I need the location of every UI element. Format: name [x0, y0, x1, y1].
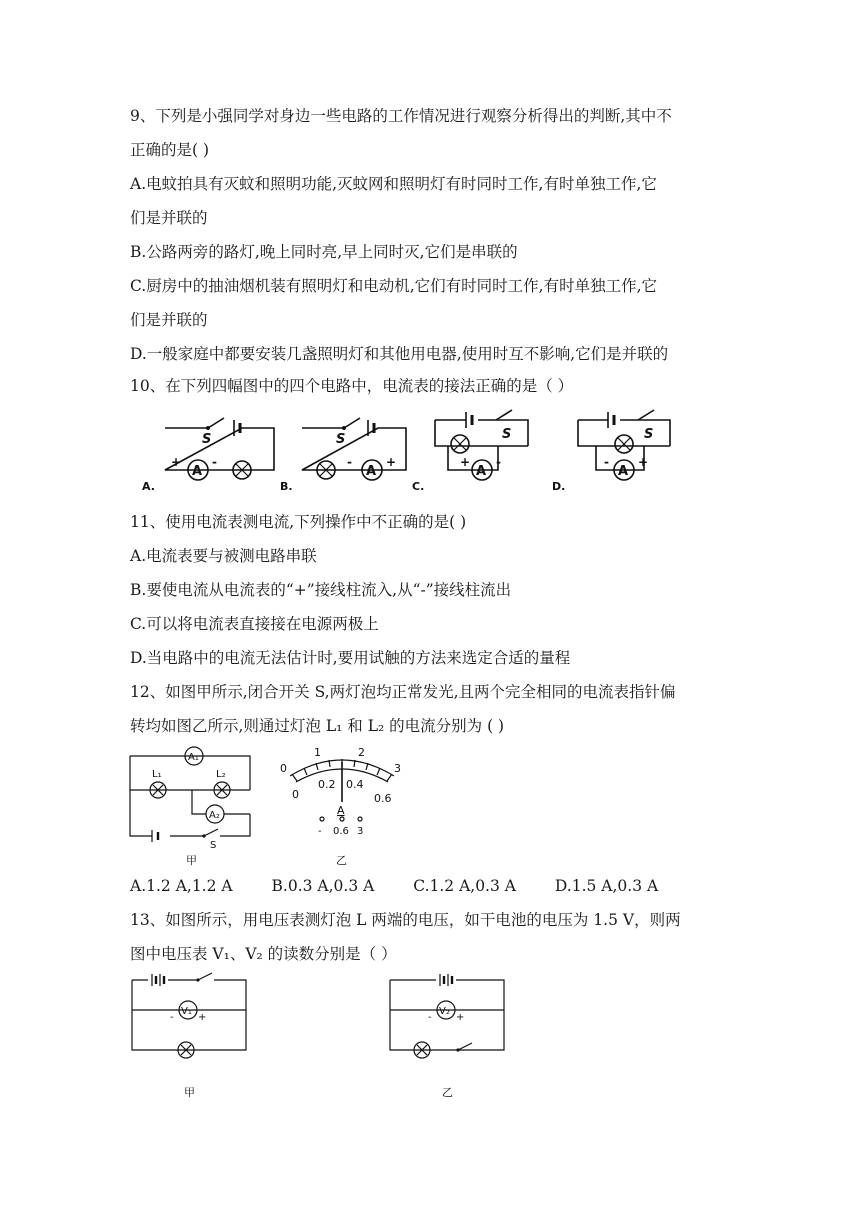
q10-a-ammeter-label: A — [192, 464, 203, 479]
svg-text:-: - — [347, 455, 352, 469]
q9-option-b: B.公路两旁的路灯,晚上同时亮,早上同时灭,它们是串联的 — [130, 243, 518, 261]
svg-text:+: + — [456, 1012, 465, 1023]
q13-stem-line2: 图中电压表 V₁、V₂ 的读数分别是（ ） — [130, 945, 397, 963]
q11-stem: 11、使用电流表测电流,下列操作中不正确的是( ) — [130, 513, 467, 531]
q9-stem-line2: 正确的是( ) — [130, 141, 210, 159]
q10-a-switch-label: S — [202, 432, 212, 447]
svg-text:+: + — [386, 455, 397, 469]
q12-option-b: B.0.3 A,0.3 A — [271, 877, 375, 895]
q10-circuit-d — [578, 410, 670, 480]
q10-label-c: C. — [412, 480, 425, 493]
q12-scale-top-2: 2 — [358, 746, 365, 759]
q12-a1-label: A₁ — [188, 752, 199, 763]
svg-text:A: A — [476, 464, 487, 479]
q10-label-a: A. — [142, 480, 155, 493]
q13-yi-caption: 乙 — [442, 1086, 453, 1099]
q12-l1-label: L₁ — [152, 769, 162, 780]
svg-text:A: A — [366, 464, 377, 479]
svg-text:-: - — [170, 1012, 174, 1023]
q13-v1-label: V₁ — [181, 1006, 192, 1017]
q10-circuit-a — [165, 418, 274, 480]
q13-figure-yi — [386, 972, 510, 1104]
q11-option-d: D.当电路中的电流无法估计时,要用试触的方法来选定合适的量程 — [130, 649, 571, 667]
svg-text:+: + — [198, 1012, 207, 1023]
svg-text:S: S — [502, 427, 512, 442]
q9-option-a-line2: 们是并联的 — [130, 209, 208, 227]
q12-terminal-minus: - — [318, 826, 322, 837]
q13-stem-line1: 13、如图所示，用电压表测灯泡 L 两端的电压，如干电池的电压为 1.5 V，则两 — [130, 911, 681, 929]
q12-figure-jia — [126, 744, 256, 868]
q9-option-c-line1: C.厨房中的抽油烟机装有照明灯和电动机,它们有时同时工作,有时单独工作,它 — [130, 277, 658, 295]
q9-option-a-line1: A.电蚊拍具有灭蚊和照明功能,灭蚊网和照明灯有时同时工作,有时单独工作,它 — [130, 175, 657, 193]
q9-stem-line1: 9、下列是小强同学对身边一些电路的工作情况进行观察分析得出的判断,其中不 — [130, 107, 672, 125]
q12-figure-yi — [276, 744, 406, 868]
q12-option-a: A.1.2 A,1.2 A — [130, 877, 233, 895]
q12-a2-label: A₂ — [209, 810, 220, 821]
q11-option-a: A.电流表要与被测电路串联 — [130, 547, 317, 565]
q12-options — [130, 874, 692, 898]
q12-l2-label: L₂ — [216, 769, 226, 780]
q10-label-d: D. — [552, 480, 566, 493]
q12-s-label: S — [210, 840, 217, 851]
svg-text:-: - — [428, 1012, 432, 1023]
q11-option-b: B.要使电流从电流表的“+”接线柱流入,从“-”接线柱流出 — [130, 581, 512, 599]
svg-text:+: + — [638, 455, 649, 469]
q12-scale-top-1: 1 — [314, 746, 321, 759]
q12-scale-top-3: 3 — [394, 762, 401, 775]
q12-option-c: C.1.2 A,0.3 A — [413, 877, 516, 895]
q12-unit: A — [337, 804, 345, 817]
q13-jia-caption: 甲 — [184, 1086, 195, 1099]
q10-circuit-c — [435, 410, 528, 480]
svg-text:-: - — [212, 455, 217, 469]
q12-scale-top-0: 0 — [280, 762, 287, 775]
q11-option-c: C.可以将电流表直接接在电源两极上 — [130, 615, 379, 633]
q10-label-b: B. — [280, 480, 293, 493]
svg-text:S: S — [336, 432, 346, 447]
q12-option-d: D.1.5 A,0.3 A — [554, 877, 659, 895]
q12-stem-line2: 转均如图乙所示,则通过灯泡 L₁ 和 L₂ 的电流分别为 ( ) — [130, 717, 505, 735]
q12-scale-bottom-3: 0.6 — [374, 792, 392, 805]
q12-terminal-0.6: 0.6 — [333, 826, 349, 837]
svg-text:-: - — [496, 455, 501, 469]
svg-text:-: - — [604, 455, 609, 469]
svg-text:S: S — [644, 427, 654, 442]
q10-stem: 10、在下列四幅图中的四个电路中，电流表的接法正确的是（ ） — [130, 377, 574, 395]
q9-option-d: D.一般家庭中都要安装几盏照明灯和其他用电器,使用时互不影响,它们是并联的 — [130, 345, 669, 363]
q12-terminal-3: 3 — [357, 826, 364, 837]
q12-scale-bottom-0: 0 — [292, 788, 299, 801]
q12-yi-caption: 乙 — [336, 854, 347, 867]
svg-text:+: + — [171, 455, 182, 469]
q12-scale-bottom-1: 0.2 — [318, 778, 336, 791]
q9-option-c-line2: 们是并联的 — [130, 311, 208, 329]
q12-scale-bottom-2: 0.4 — [346, 778, 364, 791]
q13-figure-jia — [128, 972, 252, 1104]
svg-text:A: A — [618, 464, 629, 479]
q12-jia-caption: 甲 — [186, 854, 197, 867]
svg-text:+: + — [460, 455, 471, 469]
q10-circuit-b — [302, 418, 406, 480]
q10-circuit-figures — [130, 408, 690, 498]
q12-stem-line1: 12、如图甲所示,闭合开关 S,两灯泡均正常发光,且两个完全相同的电流表指针偏 — [130, 683, 676, 701]
q13-v2-label: V₂ — [439, 1006, 450, 1017]
